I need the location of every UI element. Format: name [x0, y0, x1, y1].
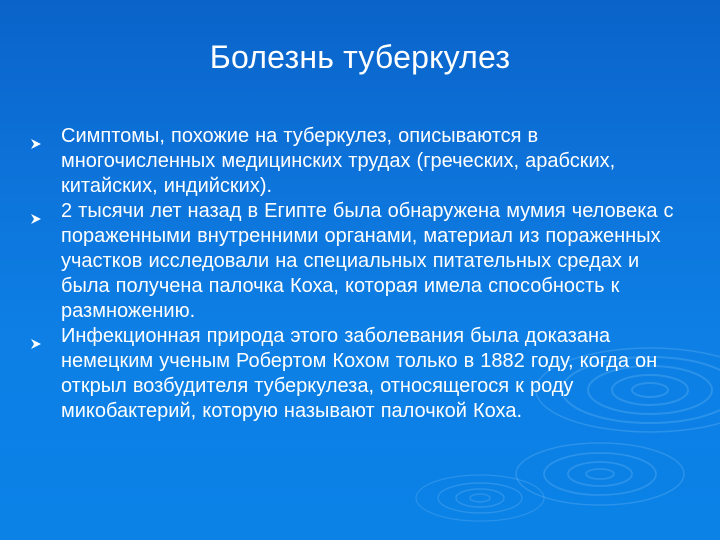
- arrowhead-bullet-icon: [30, 332, 42, 344]
- bullet-text-3: Инфекционная природа этого заболевания была доказана немецким ученым Робертом Кохом только в 1882 году, когда он открыл возбудителя туберкулеза, относящегося к роду микобактерий, которую называют палочкой Коха.: [61, 325, 658, 422]
- arrowhead-bullet-icon: [30, 132, 42, 144]
- bullet-item-1: [30, 124, 680, 199]
- arrowhead-bullet-icon: [30, 207, 42, 219]
- bullet-content: [30, 124, 680, 424]
- bullet-text-1: Симптомы, похожие на туберкулез, описываются в многочисленных медицинских трудах (греческих, арабских, китайских, индийских).: [61, 125, 616, 197]
- bullet-list: [30, 124, 680, 424]
- bullet-item-3: [30, 324, 680, 424]
- slide-title: Болезнь туберкулез: [209, 39, 511, 75]
- bullet-item-2: [30, 199, 680, 324]
- bullet-text-2: 2 тысячи лет назад в Египте была обнаружена мумия человека с пораженными внутренними органами, материал из пораженных участков исследовали на специальных питательных средах и была получена палочка Коха, которая имела способность к размножению.: [61, 200, 674, 322]
